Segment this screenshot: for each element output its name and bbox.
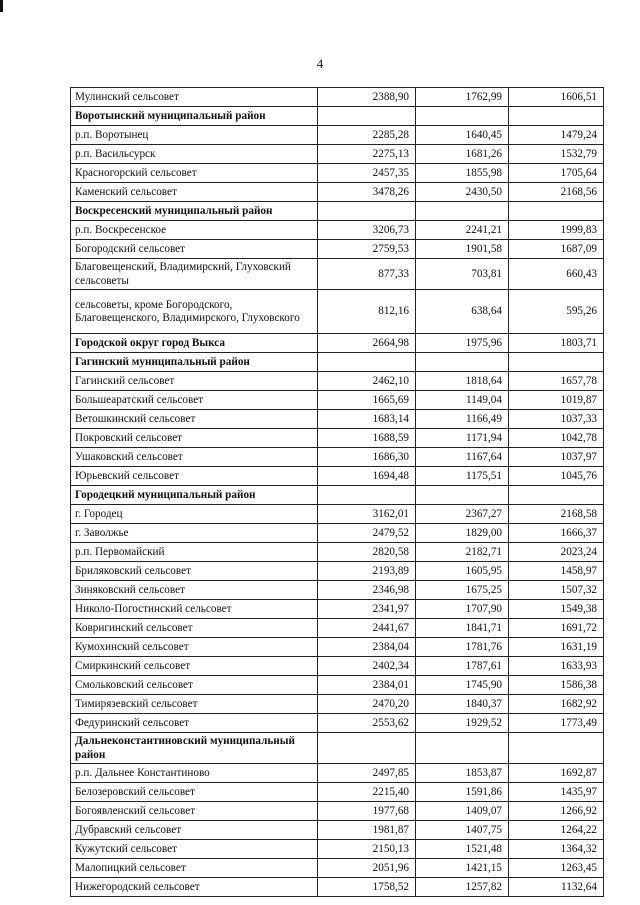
table-row	[71, 88, 604, 107]
table-row	[71, 164, 604, 183]
settlement-name-cell: Нижегородский сельсовет	[71, 878, 318, 897]
settlement-name-cell: р.п. Воскресенское	[71, 221, 318, 240]
district-name-cell: Городецкий муниципальный район	[71, 486, 318, 505]
table-row	[71, 764, 604, 783]
settlement-name-cell: Благовещенский, Владимирский, Глуховский сельсоветы	[71, 259, 318, 290]
table-row	[71, 695, 604, 714]
value-cell-col2: 1707,90	[416, 600, 509, 619]
value-cell-col1: 2384,01	[318, 676, 416, 695]
table-row	[71, 638, 604, 657]
value-cell-col2: 1409,07	[416, 802, 509, 821]
value-cell-col2: 1166,49	[416, 410, 509, 429]
value-cell-col3	[509, 733, 604, 764]
value-cell-col2	[416, 107, 509, 126]
value-cell-col1	[318, 202, 416, 221]
value-cell-col1: 1683,14	[318, 410, 416, 429]
table-row	[71, 619, 604, 638]
value-cell-col2: 2430,50	[416, 183, 509, 202]
table-row	[71, 543, 604, 562]
settlement-name-cell: Николо-Погостинский сельсовет	[71, 600, 318, 619]
value-cell-col2: 1745,90	[416, 676, 509, 695]
value-cell-col1: 2341,97	[318, 600, 416, 619]
value-cell-col1: 1758,52	[318, 878, 416, 897]
table-row	[71, 145, 604, 164]
value-cell-col2: 1175,51	[416, 467, 509, 486]
value-cell-col2	[416, 486, 509, 505]
value-cell-col3: 1705,64	[509, 164, 604, 183]
value-cell-col3: 1803,71	[509, 334, 604, 353]
table-row	[71, 581, 604, 600]
value-cell-col1: 2388,90	[318, 88, 416, 107]
settlement-name-cell: Ветошкинский сельсовет	[71, 410, 318, 429]
value-cell-col3: 1773,49	[509, 714, 604, 733]
table-row	[71, 524, 604, 543]
tariff-table	[70, 87, 604, 897]
value-cell-col2	[416, 733, 509, 764]
value-cell-col3: 1042,78	[509, 429, 604, 448]
table-row	[71, 859, 604, 878]
value-cell-col3	[509, 486, 604, 505]
value-cell-col1: 2820,58	[318, 543, 416, 562]
value-cell-col1: 1977,68	[318, 802, 416, 821]
value-cell-col3: 1045,76	[509, 467, 604, 486]
value-cell-col3: 1549,38	[509, 600, 604, 619]
value-cell-col2: 2182,71	[416, 543, 509, 562]
value-cell-col2: 638,64	[416, 290, 509, 334]
table-row	[71, 372, 604, 391]
settlement-name-cell: Кумохинский сельсовет	[71, 638, 318, 657]
settlement-name-cell: Белозеровский сельсовет	[71, 783, 318, 802]
district-section-row	[71, 353, 604, 372]
value-cell-col3: 1266,92	[509, 802, 604, 821]
district-section-row	[71, 486, 604, 505]
settlement-name-cell: Тимирязевский сельсовет	[71, 695, 318, 714]
table-row	[71, 221, 604, 240]
value-cell-col3: 1666,37	[509, 524, 604, 543]
value-cell-col1: 812,16	[318, 290, 416, 334]
value-cell-col2: 1149,04	[416, 391, 509, 410]
table-row	[71, 821, 604, 840]
district-name-cell: Воскресенский муниципальный район	[71, 202, 318, 221]
value-cell-col2: 1681,26	[416, 145, 509, 164]
value-cell-col1: 2497,85	[318, 764, 416, 783]
value-cell-col1: 2215,40	[318, 783, 416, 802]
value-cell-col2: 703,81	[416, 259, 509, 290]
settlement-name-cell: Большеаратский сельсовет	[71, 391, 318, 410]
value-cell-col1: 3478,26	[318, 183, 416, 202]
table-row	[71, 657, 604, 676]
value-cell-col2	[416, 202, 509, 221]
value-cell-col1: 1981,87	[318, 821, 416, 840]
value-cell-col1: 1694,48	[318, 467, 416, 486]
value-cell-col1: 1665,69	[318, 391, 416, 410]
value-cell-col1: 2285,28	[318, 126, 416, 145]
value-cell-col2: 2241,21	[416, 221, 509, 240]
page-number: 4	[316, 56, 324, 71]
district-name-cell: Гагинский муниципальный район	[71, 353, 318, 372]
value-cell-col3: 1037,97	[509, 448, 604, 467]
settlement-name-cell: Кужутский сельсовет	[71, 840, 318, 859]
value-cell-col2: 1591,86	[416, 783, 509, 802]
value-cell-col2: 1762,99	[416, 88, 509, 107]
value-cell-col1: 2664,98	[318, 334, 416, 353]
settlement-name-cell: Малопицкий сельсовет	[71, 859, 318, 878]
table-row	[71, 840, 604, 859]
table-row	[71, 878, 604, 897]
value-cell-col1: 877,33	[318, 259, 416, 290]
value-cell-col1: 2462,10	[318, 372, 416, 391]
value-cell-col3: 2168,58	[509, 505, 604, 524]
settlement-name-cell: Гагинский сельсовет	[71, 372, 318, 391]
value-cell-col2: 1675,25	[416, 581, 509, 600]
value-cell-col3: 1019,87	[509, 391, 604, 410]
value-cell-col2: 1407,75	[416, 821, 509, 840]
value-cell-col1: 2441,67	[318, 619, 416, 638]
settlement-name-cell: Ковригинский сельсовет	[71, 619, 318, 638]
value-cell-col2: 1841,71	[416, 619, 509, 638]
value-cell-col1: 3162,01	[318, 505, 416, 524]
value-cell-col1: 3206,73	[318, 221, 416, 240]
value-cell-col3: 1458,97	[509, 562, 604, 581]
table-row	[71, 802, 604, 821]
table-row	[71, 259, 604, 290]
value-cell-col2	[416, 353, 509, 372]
settlement-name-cell: р.п. Первомайский	[71, 543, 318, 562]
value-cell-col1: 2051,96	[318, 859, 416, 878]
table-row	[71, 240, 604, 259]
value-cell-col2: 1829,00	[416, 524, 509, 543]
value-cell-col2: 2367,27	[416, 505, 509, 524]
value-cell-col3: 1263,45	[509, 859, 604, 878]
value-cell-col3: 1691,72	[509, 619, 604, 638]
value-cell-col2: 1818,64	[416, 372, 509, 391]
settlement-name-cell: Смольковский сельсовет	[71, 676, 318, 695]
value-cell-col2: 1421,15	[416, 859, 509, 878]
value-cell-col3: 1631,19	[509, 638, 604, 657]
settlement-name-cell: Красногорский сельсовет	[71, 164, 318, 183]
value-cell-col1: 2384,04	[318, 638, 416, 657]
settlement-name-cell: Мулинский сельсовет	[71, 88, 318, 107]
table-row	[71, 676, 604, 695]
value-cell-col3: 1507,32	[509, 581, 604, 600]
value-cell-col3: 1364,32	[509, 840, 604, 859]
value-cell-col3: 1586,38	[509, 676, 604, 695]
value-cell-col1: 2402,34	[318, 657, 416, 676]
district-section-row	[71, 202, 604, 221]
district-name-cell: Дальнеконстантиновский муниципальный район	[71, 733, 318, 764]
settlement-name-cell: р.п. Дальнее Константиново	[71, 764, 318, 783]
value-cell-col2: 1787,61	[416, 657, 509, 676]
value-cell-col3: 2023,24	[509, 543, 604, 562]
district-name-cell: Воротынский муниципальный район	[71, 107, 318, 126]
value-cell-col3: 1606,51	[509, 88, 604, 107]
value-cell-col3: 1037,33	[509, 410, 604, 429]
value-cell-col3: 2168,56	[509, 183, 604, 202]
settlement-name-cell: Покровский сельсовет	[71, 429, 318, 448]
table-row	[71, 562, 604, 581]
table-row	[71, 290, 604, 334]
value-cell-col2: 1975,96	[416, 334, 509, 353]
value-cell-col3: 1687,09	[509, 240, 604, 259]
value-cell-col1: 2346,98	[318, 581, 416, 600]
settlement-name-cell: Смиркинский сельсовет	[71, 657, 318, 676]
value-cell-col3: 1999,83	[509, 221, 604, 240]
value-cell-col2: 1781,76	[416, 638, 509, 657]
settlement-name-cell: Юрьевский сельсовет	[71, 467, 318, 486]
value-cell-col3	[509, 353, 604, 372]
value-cell-col1: 2275,13	[318, 145, 416, 164]
district-name-cell: Городской округ город Выкса	[71, 334, 318, 353]
district-section-row	[71, 107, 604, 126]
table-row	[71, 183, 604, 202]
value-cell-col1: 2470,20	[318, 695, 416, 714]
value-cell-col2: 1929,52	[416, 714, 509, 733]
settlement-name-cell: Бриляковский сельсовет	[71, 562, 318, 581]
settlement-name-cell: р.п. Васильсурск	[71, 145, 318, 164]
value-cell-col1: 1688,59	[318, 429, 416, 448]
value-cell-col1: 2479,52	[318, 524, 416, 543]
value-cell-col3: 1657,78	[509, 372, 604, 391]
value-cell-col2: 1257,82	[416, 878, 509, 897]
settlement-name-cell: Дубравский сельсовет	[71, 821, 318, 840]
table-row	[71, 714, 604, 733]
value-cell-col2: 1605,95	[416, 562, 509, 581]
value-cell-col3: 1132,64	[509, 878, 604, 897]
value-cell-col1	[318, 733, 416, 764]
value-cell-col2: 1171,94	[416, 429, 509, 448]
value-cell-col2: 1167,64	[416, 448, 509, 467]
value-cell-col3: 1692,87	[509, 764, 604, 783]
value-cell-col3	[509, 107, 604, 126]
value-cell-col1: 2457,35	[318, 164, 416, 183]
value-cell-col1: 2553,62	[318, 714, 416, 733]
table-row	[71, 783, 604, 802]
settlement-name-cell: Зиняковский сельсовет	[71, 581, 318, 600]
table-row	[71, 600, 604, 619]
settlement-name-cell: сельсоветы, кроме Богородского, Благовещенского, Владимирского, Глуховского	[71, 290, 318, 334]
value-cell-col2: 1840,37	[416, 695, 509, 714]
settlement-name-cell: г. Городец	[71, 505, 318, 524]
value-cell-col2: 1901,58	[416, 240, 509, 259]
value-cell-col1: 2759,53	[318, 240, 416, 259]
district-section-row	[71, 334, 604, 353]
value-cell-col3: 1264,22	[509, 821, 604, 840]
settlement-name-cell: Богоявленский сельсовет	[71, 802, 318, 821]
value-cell-col3: 1479,24	[509, 126, 604, 145]
value-cell-col1	[318, 353, 416, 372]
value-cell-col3: 660,43	[509, 259, 604, 290]
value-cell-col1: 2193,89	[318, 562, 416, 581]
table-body	[71, 88, 604, 897]
table-row	[71, 505, 604, 524]
value-cell-col3	[509, 202, 604, 221]
table-row	[71, 467, 604, 486]
table-row	[71, 126, 604, 145]
scan-corner-mark	[0, 0, 3, 12]
value-cell-col2: 1855,98	[416, 164, 509, 183]
table-row	[71, 391, 604, 410]
value-cell-col3: 1435,97	[509, 783, 604, 802]
settlement-name-cell: Ушаковский сельсовет	[71, 448, 318, 467]
table-row	[71, 448, 604, 467]
value-cell-col1: 1686,30	[318, 448, 416, 467]
table-row	[71, 429, 604, 448]
table-row	[71, 410, 604, 429]
settlement-name-cell: р.п. Воротынец	[71, 126, 318, 145]
value-cell-col2: 1640,45	[416, 126, 509, 145]
settlement-name-cell: Федуринский сельсовет	[71, 714, 318, 733]
settlement-name-cell: Каменский сельсовет	[71, 183, 318, 202]
value-cell-col3: 1633,93	[509, 657, 604, 676]
value-cell-col1	[318, 107, 416, 126]
value-cell-col3: 1532,79	[509, 145, 604, 164]
district-section-row	[71, 733, 604, 764]
value-cell-col2: 1853,87	[416, 764, 509, 783]
value-cell-col3: 1682,92	[509, 695, 604, 714]
value-cell-col1	[318, 486, 416, 505]
settlement-name-cell: г. Заволжье	[71, 524, 318, 543]
value-cell-col3: 595,26	[509, 290, 604, 334]
value-cell-col1: 2150,13	[318, 840, 416, 859]
value-cell-col2: 1521,48	[416, 840, 509, 859]
settlement-name-cell: Богородский сельсовет	[71, 240, 318, 259]
